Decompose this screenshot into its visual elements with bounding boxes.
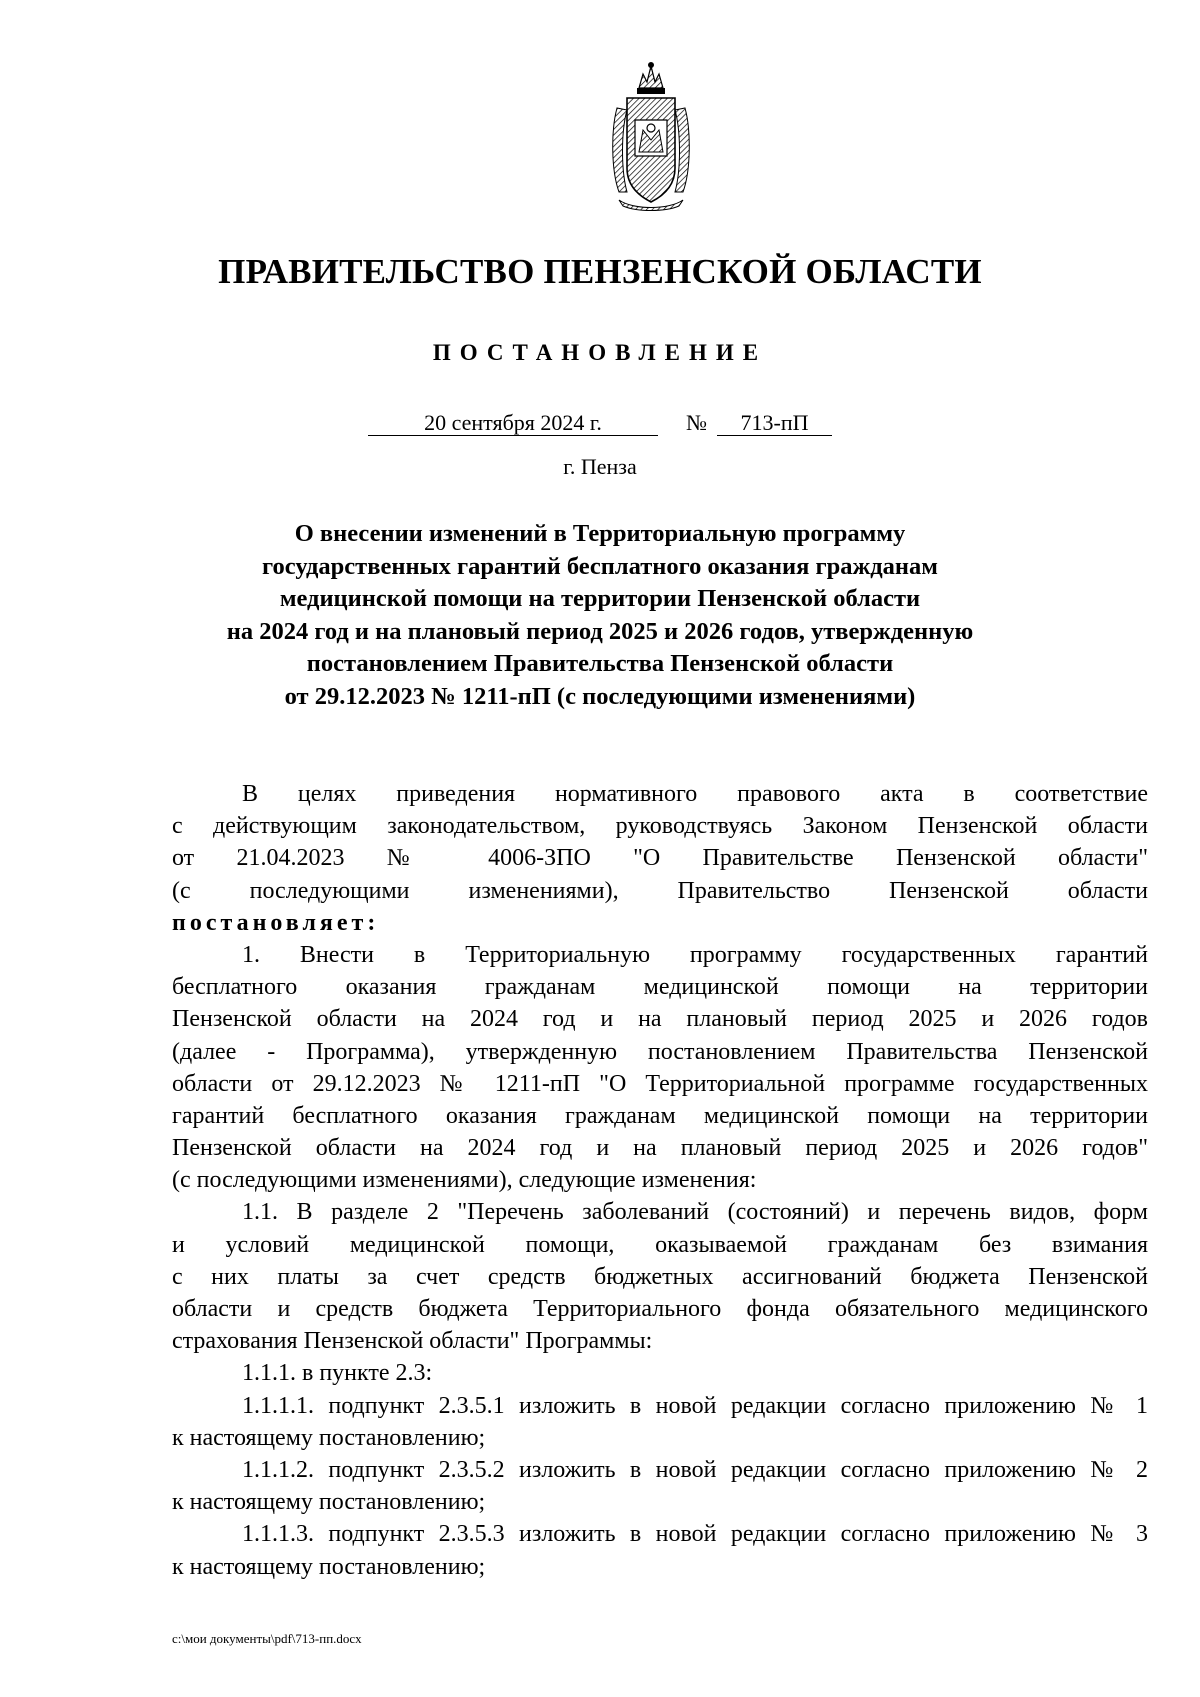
coat-of-arms-emblem [609,60,693,212]
document-date: 20 сентября 2024 г. [368,411,658,436]
body-line: к настоящему постановлению; [172,1553,486,1580]
document-number: 713-пП [717,411,832,436]
body-line: области от 29.12.2023 № 1211-пП "О Территориальной программе государственных [172,1070,1148,1097]
body-line: к настоящему постановлению; [172,1424,486,1451]
body-line: (с последующими изменениями), Правительство Пензенской области [172,877,1148,904]
body-line-resolves: постановляет: [172,909,380,936]
document-body [172,778,1148,1583]
body-line: бесплатного оказания гражданам медицинской помощи на территории [172,974,1148,1001]
body-line: 1. Внести в Территориальную программу государственных гарантий [242,941,1148,968]
body-line: (далее - Программа), утвержденную постановлением Правительства Пензенской [172,1038,1148,1065]
title-line: О внесении изменений в Территориальную программу [294,520,906,547]
body-line: страхования Пензенской области" Программы: [172,1328,653,1355]
body-line: области и средств бюджета Территориального фонда обязательного медицинского [172,1296,1148,1322]
body-line: Пензенской области на 2024 год и на плановый период 2025 и 2026 годов" [172,1135,1148,1162]
body-line: В целях приведения нормативного правового акта в соответствие [242,781,1148,807]
title-line: государственных гарантий бесплатного оказания гражданам [262,552,938,580]
body-line: 1.1.1.2. подпункт 2.3.5.2 изложить в новой редакции согласно приложению № 2 [242,1456,1148,1483]
organization-name: ПРАВИТЕЛЬСТВО ПЕНЗЕНСКОЙ ОБЛАСТИ [218,252,982,291]
document-city: г. Пенза [563,454,637,479]
document-type: ПОСТАНОВЛЕНИЕ [432,340,768,365]
date-number-line [0,410,1200,436]
body-line: с них платы за счет средств бюджетных ассигнований бюджета Пензенской [172,1263,1148,1290]
title-line: постановлением Правительства Пензенской области [306,650,894,677]
body-line: 1.1. В разделе 2 "Перечень заболеваний (состояний) и перечень видов, форм [242,1199,1148,1226]
body-line: 1.1.1.1. подпункт 2.3.5.1 изложить в новой редакции согласно приложению № 1 [242,1392,1148,1419]
number-sign: № [686,410,707,435]
body-line: к настоящему постановлению; [172,1489,486,1516]
title-line: на 2024 год и на плановый период 2025 и 2026 годов, утвержденную [226,617,974,645]
title-line: медицинской помощи на территории Пензенской области [279,585,921,612]
body-line: Пензенской области на 2024 год и на плановый период 2025 и 2026 годов [172,1006,1148,1033]
body-line: 1.1.1. в пункте 2.3: [242,1360,433,1387]
body-line: от 21.04.2023 № 4006-ЗПО "О Правительстве Пензенской области" [172,845,1148,872]
body-line: 1.1.1.3. подпункт 2.3.5.3 изложить в новой редакции согласно приложению № 3 [242,1521,1148,1548]
body-line: (с последующими изменениями), следующие изменения: [172,1167,757,1194]
body-line: и условий медицинской помощи, оказываемой гражданам без взимания [172,1231,1148,1258]
body-line: с действующим законодательством, руководствуясь Законом Пензенской области [172,813,1148,840]
title-line: от 29.12.2023 № 1211-пП (с последующими изменениями) [284,682,916,710]
footer-file-path: c:\мои документы\pdf\713-пп.docx [172,1631,362,1646]
document-title [150,518,1050,713]
body-line: гарантий бесплатного оказания гражданам медицинской помощи на территории [172,1102,1148,1129]
